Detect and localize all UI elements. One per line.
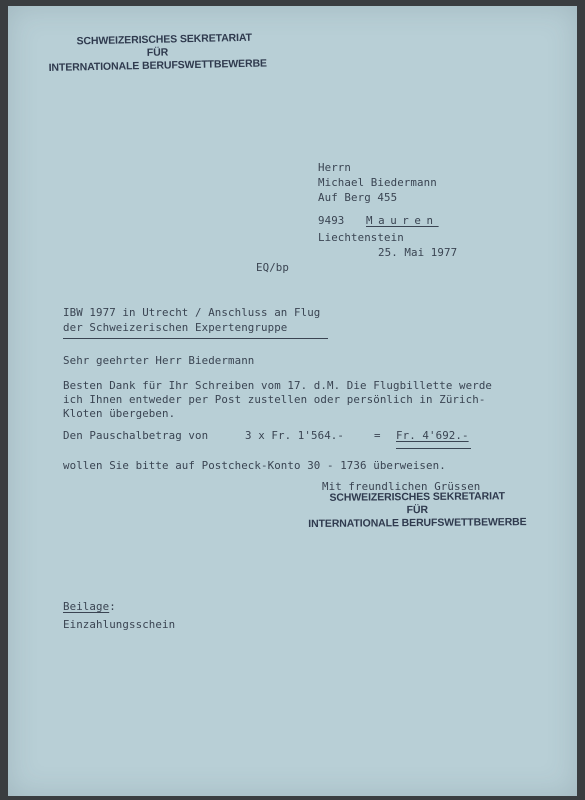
recipient-postcode: 9493 [318, 214, 345, 227]
greeting: Sehr geehrter Herr Biedermann [63, 354, 255, 367]
letter-page [8, 6, 577, 796]
recipient-name: Michael Biedermann [318, 176, 437, 189]
signature-stamp-line-2: FÜR [406, 503, 428, 517]
enclosure-heading [63, 600, 116, 613]
enclosure-colon: : [109, 600, 116, 613]
letterhead-line-1: SCHWEIZERISCHES SEKRETARIAT [76, 31, 253, 48]
letter-date: 25. Mai 1977 [378, 246, 458, 259]
signature-stamp-line-3: INTERNATIONALE BERUFSWETTBEWERBE [308, 516, 527, 530]
subject-line-1: IBW 1977 in Utrecht / Anschluss an Flug [63, 306, 321, 319]
body-line-3: Kloten übergeben. [63, 407, 176, 420]
body-line-1: Besten Dank für Ihr Schreiben vom 17. d.M. Die Flugbillette werde [63, 379, 493, 392]
reference-code: EQ/bp [256, 261, 290, 274]
amount-label: Den Pauschalbetrag von [63, 429, 209, 442]
enclosure-item: Einzahlungsschein [63, 618, 176, 631]
amount-calculation: 3 x Fr. 1'564.- [245, 429, 345, 442]
amount-total: Fr. 4'692.- [396, 429, 469, 442]
recipient-salutation: Herrn [318, 161, 352, 174]
subject-underline [63, 338, 328, 339]
body-line-payment: wollen Sie bitte auf Postcheck-Konto 30 - 1736 überweisen. [63, 459, 446, 472]
subject-line-2: der Schweizerischen Expertengruppe [63, 321, 288, 334]
amount-equals: = [374, 429, 381, 442]
recipient-country: Liechtenstein [318, 231, 404, 244]
enclosure-label: Beilage [63, 600, 110, 613]
signature-stamp [308, 490, 527, 531]
recipient-street: Auf Berg 455 [318, 191, 398, 204]
signature-stamp-line-1: SCHWEIZERISCHES SEKRETARIAT [329, 490, 505, 504]
recipient-town: Mauren [366, 214, 439, 227]
letterhead-line-3: INTERNATIONALE BERUFSWETTBEWERBE [48, 57, 268, 74]
letterhead-line-2: FÜR [146, 46, 169, 59]
letterhead-stamp [48, 31, 267, 75]
closing-line: Mit freundlichen Grüssen [322, 480, 481, 493]
amount-total-double-rule [396, 448, 471, 449]
body-line-2: ich Ihnen entweder per Post zustellen oder persönlich in Zürich- [63, 393, 486, 406]
